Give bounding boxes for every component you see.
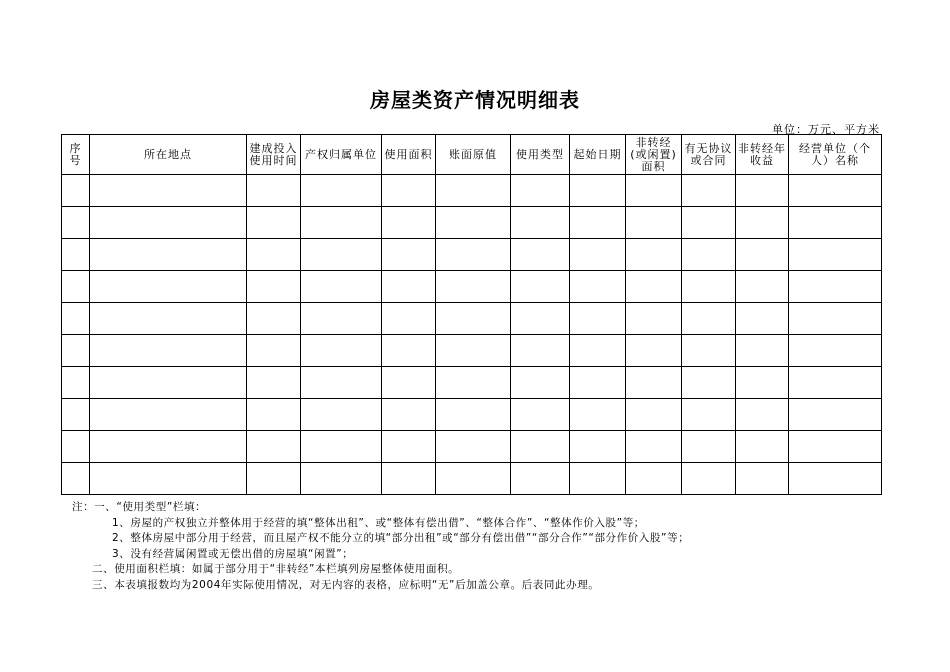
table-cell[interactable] <box>511 175 570 207</box>
notes <box>72 500 689 593</box>
col-contract: 有无协议 或合同 <box>682 135 736 175</box>
table-cell[interactable] <box>62 463 90 495</box>
table-cell[interactable] <box>789 399 882 431</box>
table-cell[interactable] <box>382 175 436 207</box>
table-cell[interactable] <box>90 335 247 367</box>
table-cell[interactable] <box>247 335 301 367</box>
table-cell[interactable] <box>62 399 90 431</box>
table-cell[interactable] <box>301 367 382 399</box>
table-cell[interactable] <box>626 207 682 239</box>
table-cell[interactable] <box>789 367 882 399</box>
table-cell[interactable] <box>382 335 436 367</box>
table-cell[interactable] <box>682 431 736 463</box>
table-cell[interactable] <box>736 207 789 239</box>
table-cell[interactable] <box>570 335 626 367</box>
table-cell[interactable] <box>436 239 511 271</box>
col-book-value: 账面原值 <box>436 135 511 175</box>
table-cell[interactable] <box>436 271 511 303</box>
table-cell[interactable] <box>736 239 789 271</box>
table-cell[interactable] <box>736 399 789 431</box>
table-cell[interactable] <box>511 303 570 335</box>
table-cell[interactable] <box>301 431 382 463</box>
table-row <box>62 367 882 399</box>
table-cell[interactable] <box>626 431 682 463</box>
table-cell[interactable] <box>789 431 882 463</box>
table-cell[interactable] <box>511 399 570 431</box>
table-cell[interactable] <box>626 335 682 367</box>
table-cell[interactable] <box>570 303 626 335</box>
table-cell[interactable] <box>736 431 789 463</box>
table-cell[interactable] <box>626 367 682 399</box>
table-cell[interactable] <box>436 175 511 207</box>
table-row <box>62 335 882 367</box>
unit-label: 单位：万元、平方米 <box>772 123 880 136</box>
table-cell[interactable] <box>682 463 736 495</box>
table-cell[interactable] <box>682 239 736 271</box>
table-cell[interactable] <box>682 399 736 431</box>
table-row <box>62 271 882 303</box>
table-row <box>62 431 882 463</box>
col-built-time: 建成投入 使用时间 <box>247 135 301 175</box>
table-row <box>62 207 882 239</box>
table-cell[interactable] <box>736 367 789 399</box>
table-cell[interactable] <box>62 239 90 271</box>
table-cell[interactable] <box>626 463 682 495</box>
table-cell[interactable] <box>570 431 626 463</box>
col-operator-name: 经营单位（个 人）名称 <box>789 135 882 175</box>
col-use-type: 使用类型 <box>511 135 570 175</box>
table-cell[interactable] <box>382 367 436 399</box>
table-cell[interactable] <box>90 175 247 207</box>
table-cell[interactable] <box>301 271 382 303</box>
table-cell[interactable] <box>511 463 570 495</box>
table-cell[interactable] <box>247 239 301 271</box>
table-cell[interactable] <box>301 399 382 431</box>
table-cell[interactable] <box>626 271 682 303</box>
note-line: 1、房屋的产权独立并整体用于经营的填“整体出租”、或“整体有偿出借”、“整体合作”、“整体作价入股”等； <box>112 516 645 529</box>
note-line: 2、整体房屋中部分用于经营，而且屋产权不能分立的填“部分出租”或“部分有偿出借”“部分合作”“部分作价入股”等； <box>112 532 690 544</box>
table-cell[interactable] <box>789 335 882 367</box>
asset-table <box>61 134 882 495</box>
table-cell[interactable] <box>682 271 736 303</box>
table-cell[interactable] <box>789 303 882 335</box>
table-cell[interactable] <box>382 303 436 335</box>
col-owner-unit: 产权归属单位 <box>301 135 382 175</box>
table-cell[interactable] <box>382 239 436 271</box>
note-line: 三、本表填报数均为2004年实际使用情况，对无内容的表格，应标明“无”后加盖公章。后表同此办理。 <box>92 578 600 591</box>
table-cell[interactable] <box>736 463 789 495</box>
table-cell[interactable] <box>511 207 570 239</box>
table-row <box>62 239 882 271</box>
table-cell[interactable] <box>436 463 511 495</box>
table-cell[interactable] <box>626 399 682 431</box>
col-nonoperating-area: 非转经 (或闲置) 面积 <box>626 135 682 175</box>
table-cell[interactable] <box>436 303 511 335</box>
table-cell[interactable] <box>789 239 882 271</box>
table-cell[interactable] <box>570 239 626 271</box>
note-line: 注：一、“使用类型”栏填： <box>72 501 207 513</box>
table-cell[interactable] <box>247 303 301 335</box>
table-cell[interactable] <box>62 335 90 367</box>
table-cell[interactable] <box>247 207 301 239</box>
page-title: 房屋类资产情况明细表 <box>370 88 580 112</box>
table-cell[interactable] <box>626 239 682 271</box>
table-cell[interactable] <box>301 335 382 367</box>
table-cell[interactable] <box>436 335 511 367</box>
table-row <box>62 463 882 495</box>
table-cell[interactable] <box>301 463 382 495</box>
table-cell[interactable] <box>62 431 90 463</box>
table-cell[interactable] <box>789 207 882 239</box>
col-use-area: 使用面积 <box>382 135 436 175</box>
table-cell[interactable] <box>382 207 436 239</box>
table-cell[interactable] <box>90 367 247 399</box>
table-cell[interactable] <box>247 399 301 431</box>
table-cell[interactable] <box>570 175 626 207</box>
table-cell[interactable] <box>90 463 247 495</box>
table-cell[interactable] <box>247 175 301 207</box>
table-cell[interactable] <box>626 303 682 335</box>
table-cell[interactable] <box>736 335 789 367</box>
table-cell[interactable] <box>511 271 570 303</box>
table-cell[interactable] <box>90 399 247 431</box>
table-cell[interactable] <box>682 367 736 399</box>
table-cell[interactable] <box>247 431 301 463</box>
table-cell[interactable] <box>301 207 382 239</box>
table-cell[interactable] <box>62 367 90 399</box>
note-line: 二、使用面积栏填：如属于部分用于“非转经”本栏填列房屋整体使用面积。 <box>92 563 460 575</box>
table-cell[interactable] <box>62 303 90 335</box>
table-cell[interactable] <box>90 303 247 335</box>
table-cell[interactable] <box>736 271 789 303</box>
table-cell[interactable] <box>90 271 247 303</box>
table-body <box>62 175 882 495</box>
table-cell[interactable] <box>789 175 882 207</box>
table-cell[interactable] <box>511 431 570 463</box>
table-cell[interactable] <box>301 303 382 335</box>
table-cell[interactable] <box>682 303 736 335</box>
table-cell[interactable] <box>436 399 511 431</box>
table-cell[interactable] <box>682 175 736 207</box>
table-cell[interactable] <box>436 367 511 399</box>
table-cell[interactable] <box>247 271 301 303</box>
table-cell[interactable] <box>511 367 570 399</box>
table-cell[interactable] <box>682 335 736 367</box>
table-row <box>62 175 882 207</box>
table-cell[interactable] <box>382 431 436 463</box>
table-header-row <box>62 135 882 175</box>
table-cell[interactable] <box>736 175 789 207</box>
table-cell[interactable] <box>62 175 90 207</box>
table-cell[interactable] <box>789 271 882 303</box>
col-start-date: 起始日期 <box>570 135 626 175</box>
table-cell[interactable] <box>570 271 626 303</box>
table-cell[interactable] <box>436 431 511 463</box>
col-location: 所在地点 <box>90 135 247 175</box>
table-cell[interactable] <box>382 399 436 431</box>
table-cell[interactable] <box>570 367 626 399</box>
table-cell[interactable] <box>247 367 301 399</box>
table-cell[interactable] <box>626 175 682 207</box>
table-cell[interactable] <box>62 271 90 303</box>
table-cell[interactable] <box>382 463 436 495</box>
table-cell[interactable] <box>570 399 626 431</box>
table-cell[interactable] <box>90 239 247 271</box>
table-cell[interactable] <box>570 207 626 239</box>
table-cell[interactable] <box>511 335 570 367</box>
table-cell[interactable] <box>511 239 570 271</box>
col-annual-income: 非转经年 收益 <box>736 135 789 175</box>
table-cell[interactable] <box>62 207 90 239</box>
table-row <box>62 303 882 335</box>
table-cell[interactable] <box>789 463 882 495</box>
table-cell[interactable] <box>301 175 382 207</box>
table-cell[interactable] <box>682 207 736 239</box>
col-index: 序 号 <box>62 135 90 175</box>
table-cell[interactable] <box>382 271 436 303</box>
table-cell[interactable] <box>570 463 626 495</box>
table-cell[interactable] <box>301 239 382 271</box>
table-cell[interactable] <box>90 431 247 463</box>
table-cell[interactable] <box>247 463 301 495</box>
table-cell[interactable] <box>436 207 511 239</box>
table-row <box>62 399 882 431</box>
table-cell[interactable] <box>90 207 247 239</box>
table-cell[interactable] <box>736 303 789 335</box>
note-line: 3、没有经营属闲置或无偿出借的房屋填“闲置”； <box>112 547 354 560</box>
